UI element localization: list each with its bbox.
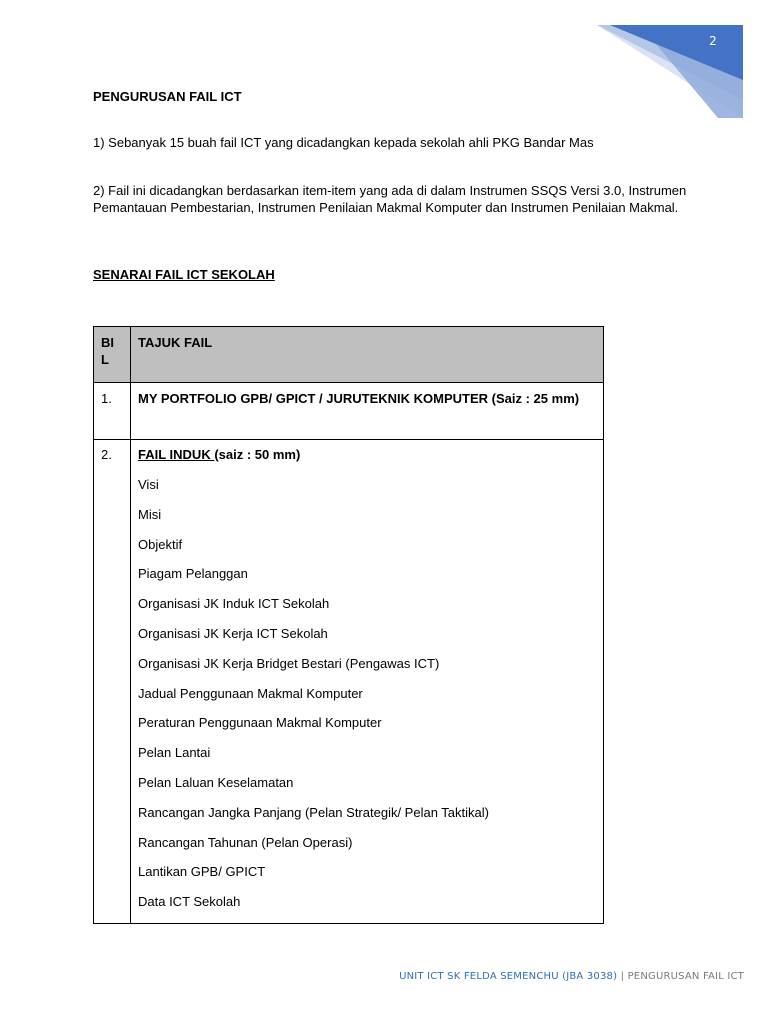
document-title: PENGURUSAN FAIL ICT — [93, 89, 242, 104]
list-item: Organisasi JK Kerja ICT Sekolah — [138, 625, 328, 641]
table-header-row — [94, 327, 604, 383]
corner-decoration — [0, 0, 768, 140]
header-tajuk — [131, 327, 604, 383]
section-title: SENARAI FAIL ICT SEKOLAH — [93, 267, 275, 282]
list-item: Jadual Penggunaan Makmal Komputer — [138, 685, 363, 701]
list-item: Piagam Pelanggan — [138, 566, 248, 582]
row-bil-value: 1. — [101, 391, 112, 406]
list-item: Objektif — [138, 536, 183, 552]
row-bil — [94, 440, 131, 924]
footer-separator: | — [620, 971, 625, 982]
row-bil-value: 2. — [101, 447, 112, 462]
fail-induk-title-underlined: FAIL INDUK — [138, 447, 215, 462]
fail-induk-item-list — [138, 476, 596, 923]
list-item: Pelan Lantai — [138, 745, 211, 761]
page-footer — [399, 971, 744, 982]
fail-induk-title — [138, 446, 596, 463]
table-row — [94, 440, 604, 924]
list-item: Lantikan GPB/ GPICT — [138, 864, 266, 880]
header-bil-label: BIL — [101, 335, 114, 367]
page-number: 2 — [709, 34, 717, 48]
row-bil — [94, 383, 131, 440]
list-item: Organisasi JK Induk ICT Sekolah — [138, 596, 330, 612]
list-item: Rancangan Tahunan (Pelan Operasi) — [138, 834, 353, 850]
footer-document: PENGURUSAN FAIL ICT — [627, 971, 744, 982]
table-row — [94, 383, 604, 440]
list-item: Organisasi JK Kerja Bridget Bestari (Pengawas ICT) — [138, 655, 440, 671]
list-item: Rancangan Jangka Panjang (Pelan Strategik/ Pelan Taktikal) — [138, 804, 489, 820]
list-item: Pelan Laluan Keselamatan — [138, 774, 294, 790]
footer-unit: UNIT ICT SK FELDA SEMENCHU (JBA 3038) — [399, 971, 618, 982]
paragraph-2: 2) Fail ini dicadangkan berdasarkan item-item yang ada di dalam Instrumen SSQS Versi 3.0, Instrumen Pemantauan Pembestarian, Instrumen Penilaian Makmal Komputer dan Instrumen Penilaian Makmal. — [93, 183, 687, 215]
list-item: Misi — [138, 506, 162, 522]
list-item: Visi — [138, 477, 159, 492]
file-list-table — [93, 326, 604, 924]
row-title-cell — [131, 440, 604, 924]
header-bil — [94, 327, 131, 383]
row-title-cell — [131, 383, 604, 440]
list-item: Peraturan Penggunaan Makmal Komputer — [138, 715, 382, 731]
header-tajuk-label: TAJUK FAIL — [138, 335, 213, 350]
list-item: Data ICT Sekolah — [138, 894, 241, 910]
row-title: MY PORTFOLIO GPB/ GPICT / JURUTEKNIK KOMPUTER (Saiz : 25 mm) — [138, 391, 580, 406]
fail-induk-size: (saiz : 50 mm) — [214, 447, 301, 462]
paragraph-1: 1) Sebanyak 15 buah fail ICT yang dicadangkan kepada sekolah ahli PKG Bandar Mas — [93, 135, 594, 150]
